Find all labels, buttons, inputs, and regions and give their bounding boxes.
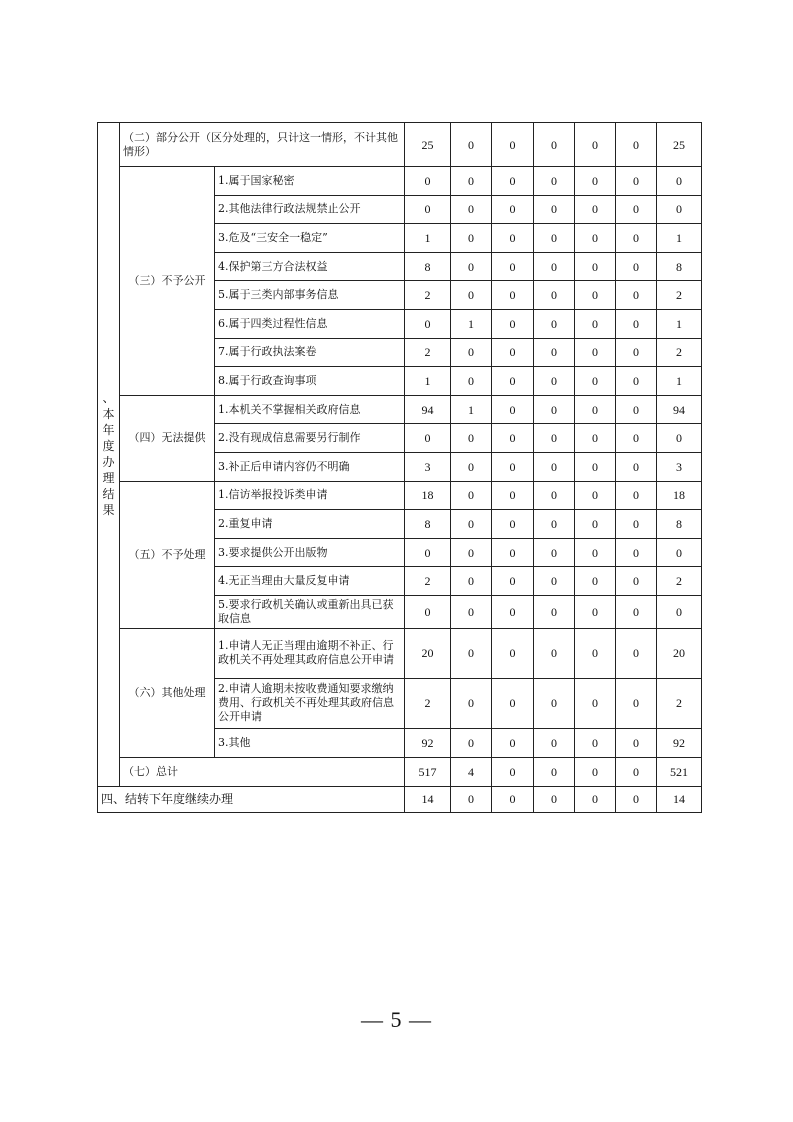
value-cell: 0 bbox=[451, 281, 492, 310]
value-cell: 0 bbox=[492, 728, 534, 757]
value-cell: 0 bbox=[575, 167, 616, 196]
value-cell: 0 bbox=[616, 123, 657, 167]
category-label: （二）部分公开（区分处理的，只计这一情形，不计其他情形） bbox=[120, 123, 405, 167]
value-cell: 0 bbox=[575, 452, 616, 481]
value-cell: 0 bbox=[451, 195, 492, 224]
item-label: 2.申请人逾期未按收费通知要求缴纳费用、行政机关不再处理其政府信息公开申请 bbox=[215, 678, 405, 728]
value-cell: 25 bbox=[657, 123, 702, 167]
value-cell: 0 bbox=[451, 452, 492, 481]
section-label-cell bbox=[98, 123, 120, 787]
value-cell: 2 bbox=[405, 567, 451, 596]
value-cell: 0 bbox=[451, 728, 492, 757]
value-cell: 0 bbox=[616, 452, 657, 481]
item-label: 8.属于行政查询事项 bbox=[215, 367, 405, 396]
value-cell: 0 bbox=[534, 395, 575, 424]
value-cell: 0 bbox=[575, 538, 616, 567]
value-cell: 517 bbox=[405, 757, 451, 786]
value-cell: 0 bbox=[534, 195, 575, 224]
value-cell: 0 bbox=[492, 757, 534, 786]
value-cell: 0 bbox=[616, 224, 657, 253]
value-cell: 2 bbox=[657, 281, 702, 310]
value-cell: 0 bbox=[534, 224, 575, 253]
value-cell: 0 bbox=[451, 123, 492, 167]
item-label: 1.属于国家秘密 bbox=[215, 167, 405, 196]
value-cell: 20 bbox=[405, 628, 451, 678]
item-label: 3.补正后申请内容仍不明确 bbox=[215, 452, 405, 481]
value-cell: 0 bbox=[616, 167, 657, 196]
value-cell: 0 bbox=[575, 481, 616, 510]
value-cell: 8 bbox=[657, 252, 702, 281]
item-label: 2.没有现成信息需要另行制作 bbox=[215, 424, 405, 453]
value-cell: 94 bbox=[405, 395, 451, 424]
value-cell: 92 bbox=[405, 728, 451, 757]
value-cell: 4 bbox=[451, 757, 492, 786]
disclosure-results-table bbox=[97, 122, 702, 813]
value-cell: 0 bbox=[451, 424, 492, 453]
item-label: 1.本机关不掌握相关政府信息 bbox=[215, 395, 405, 424]
value-cell: 0 bbox=[616, 786, 657, 812]
value-cell: 0 bbox=[534, 167, 575, 196]
value-cell: 0 bbox=[451, 595, 492, 628]
value-cell: 0 bbox=[534, 281, 575, 310]
value-cell: 0 bbox=[492, 123, 534, 167]
value-cell: 0 bbox=[534, 628, 575, 678]
value-cell: 0 bbox=[534, 678, 575, 728]
value-cell: 0 bbox=[492, 481, 534, 510]
value-cell: 18 bbox=[657, 481, 702, 510]
value-cell: 25 bbox=[405, 123, 451, 167]
value-cell: 0 bbox=[451, 678, 492, 728]
value-cell: 3 bbox=[405, 452, 451, 481]
value-cell: 0 bbox=[575, 757, 616, 786]
value-cell: 0 bbox=[616, 728, 657, 757]
value-cell: 0 bbox=[616, 628, 657, 678]
value-cell: 0 bbox=[616, 309, 657, 338]
table-row bbox=[98, 167, 702, 196]
value-cell: 1 bbox=[405, 367, 451, 396]
value-cell: 20 bbox=[657, 628, 702, 678]
value-cell: 2 bbox=[657, 338, 702, 367]
table-row bbox=[98, 628, 702, 678]
value-cell: 1 bbox=[657, 367, 702, 396]
value-cell: 0 bbox=[534, 367, 575, 396]
value-cell: 0 bbox=[575, 338, 616, 367]
table-row bbox=[98, 395, 702, 424]
value-cell: 0 bbox=[616, 367, 657, 396]
category-label: （三）不予公开 bbox=[120, 167, 215, 396]
value-cell: 0 bbox=[657, 167, 702, 196]
value-cell: 1 bbox=[451, 309, 492, 338]
value-cell: 0 bbox=[616, 195, 657, 224]
value-cell: 0 bbox=[451, 252, 492, 281]
value-cell: 0 bbox=[657, 424, 702, 453]
value-cell: 0 bbox=[492, 367, 534, 396]
item-label: 5.要求行政机关确认或重新出具已获取信息 bbox=[215, 595, 405, 628]
page-number: — 5 — bbox=[361, 1007, 432, 1032]
section-label: 、本年度办理结果 bbox=[102, 391, 115, 518]
value-cell: 92 bbox=[657, 728, 702, 757]
value-cell: 0 bbox=[575, 309, 616, 338]
value-cell: 14 bbox=[405, 786, 451, 812]
value-cell: 0 bbox=[575, 367, 616, 396]
value-cell: 0 bbox=[575, 728, 616, 757]
value-cell: 2 bbox=[657, 567, 702, 596]
value-cell: 0 bbox=[405, 167, 451, 196]
value-cell: 0 bbox=[616, 252, 657, 281]
value-cell: 0 bbox=[657, 195, 702, 224]
value-cell: 0 bbox=[405, 424, 451, 453]
value-cell: 0 bbox=[534, 728, 575, 757]
carryover-label: 四、结转下年度继续办理 bbox=[98, 786, 405, 812]
value-cell: 521 bbox=[657, 757, 702, 786]
value-cell: 0 bbox=[405, 309, 451, 338]
value-cell: 0 bbox=[451, 538, 492, 567]
value-cell: 0 bbox=[492, 338, 534, 367]
category-label: （四）无法提供 bbox=[120, 395, 215, 481]
item-label: 4.保护第三方合法权益 bbox=[215, 252, 405, 281]
value-cell: 2 bbox=[657, 678, 702, 728]
value-cell: 0 bbox=[575, 281, 616, 310]
value-cell: 0 bbox=[492, 628, 534, 678]
value-cell: 0 bbox=[451, 367, 492, 396]
value-cell: 0 bbox=[492, 595, 534, 628]
value-cell: 0 bbox=[534, 567, 575, 596]
value-cell: 0 bbox=[534, 309, 575, 338]
value-cell: 0 bbox=[575, 628, 616, 678]
item-label: 3.其他 bbox=[215, 728, 405, 757]
value-cell: 0 bbox=[451, 567, 492, 596]
value-cell: 0 bbox=[492, 167, 534, 196]
value-cell: 0 bbox=[534, 424, 575, 453]
value-cell: 0 bbox=[451, 786, 492, 812]
value-cell: 18 bbox=[405, 481, 451, 510]
item-label: 2.重复申请 bbox=[215, 510, 405, 539]
value-cell: 0 bbox=[534, 786, 575, 812]
value-cell: 0 bbox=[534, 757, 575, 786]
value-cell: 0 bbox=[616, 281, 657, 310]
total-label: （七）总计 bbox=[120, 757, 405, 786]
value-cell: 0 bbox=[657, 595, 702, 628]
value-cell: 0 bbox=[451, 481, 492, 510]
value-cell: 0 bbox=[451, 338, 492, 367]
item-label: 7.属于行政执法案卷 bbox=[215, 338, 405, 367]
value-cell: 0 bbox=[616, 424, 657, 453]
value-cell: 14 bbox=[657, 786, 702, 812]
value-cell: 0 bbox=[575, 195, 616, 224]
table-body bbox=[98, 123, 702, 813]
value-cell: 0 bbox=[492, 281, 534, 310]
value-cell: 0 bbox=[405, 595, 451, 628]
value-cell: 0 bbox=[534, 252, 575, 281]
value-cell: 0 bbox=[492, 538, 534, 567]
value-cell: 0 bbox=[575, 224, 616, 253]
value-cell: 0 bbox=[534, 452, 575, 481]
item-label: 1.信访举报投诉类申请 bbox=[215, 481, 405, 510]
value-cell: 0 bbox=[616, 510, 657, 539]
value-cell: 1 bbox=[657, 309, 702, 338]
value-cell: 2 bbox=[405, 678, 451, 728]
value-cell: 0 bbox=[575, 395, 616, 424]
value-cell: 0 bbox=[492, 567, 534, 596]
table-row bbox=[98, 123, 702, 167]
value-cell: 0 bbox=[616, 538, 657, 567]
value-cell: 0 bbox=[534, 595, 575, 628]
value-cell: 0 bbox=[616, 567, 657, 596]
item-label: 3.危及“三安全一稳定” bbox=[215, 224, 405, 253]
value-cell: 1 bbox=[657, 224, 702, 253]
item-label: 3.要求提供公开出版物 bbox=[215, 538, 405, 567]
item-label: 4.无正当理由大量反复申请 bbox=[215, 567, 405, 596]
value-cell: 0 bbox=[575, 678, 616, 728]
value-cell: 2 bbox=[405, 281, 451, 310]
value-cell: 0 bbox=[405, 195, 451, 224]
value-cell: 0 bbox=[534, 481, 575, 510]
value-cell: 0 bbox=[492, 224, 534, 253]
value-cell: 0 bbox=[616, 481, 657, 510]
value-cell: 0 bbox=[451, 628, 492, 678]
item-label: 2.其他法律行政法规禁止公开 bbox=[215, 195, 405, 224]
category-label: （五）不予处理 bbox=[120, 481, 215, 628]
carryover-row bbox=[98, 786, 702, 812]
value-cell: 3 bbox=[657, 452, 702, 481]
value-cell: 0 bbox=[451, 510, 492, 539]
value-cell: 0 bbox=[492, 424, 534, 453]
value-cell: 0 bbox=[534, 123, 575, 167]
item-label: 6.属于四类过程性信息 bbox=[215, 309, 405, 338]
value-cell: 8 bbox=[405, 252, 451, 281]
value-cell: 0 bbox=[492, 786, 534, 812]
item-label: 5.属于三类内部事务信息 bbox=[215, 281, 405, 310]
value-cell: 94 bbox=[657, 395, 702, 424]
value-cell: 0 bbox=[405, 538, 451, 567]
value-cell: 0 bbox=[492, 309, 534, 338]
value-cell: 0 bbox=[492, 452, 534, 481]
value-cell: 0 bbox=[534, 538, 575, 567]
value-cell: 2 bbox=[405, 338, 451, 367]
value-cell: 0 bbox=[492, 395, 534, 424]
value-cell: 0 bbox=[575, 786, 616, 812]
value-cell: 0 bbox=[616, 595, 657, 628]
value-cell: 0 bbox=[575, 252, 616, 281]
value-cell: 0 bbox=[492, 195, 534, 224]
table-row bbox=[98, 481, 702, 510]
value-cell: 1 bbox=[405, 224, 451, 253]
value-cell: 0 bbox=[451, 224, 492, 253]
value-cell: 0 bbox=[575, 567, 616, 596]
value-cell: 0 bbox=[616, 678, 657, 728]
total-row bbox=[98, 757, 702, 786]
value-cell: 8 bbox=[405, 510, 451, 539]
category-label: （六）其他处理 bbox=[120, 628, 215, 757]
value-cell: 0 bbox=[492, 510, 534, 539]
value-cell: 0 bbox=[451, 167, 492, 196]
value-cell: 0 bbox=[575, 510, 616, 539]
value-cell: 1 bbox=[451, 395, 492, 424]
value-cell: 0 bbox=[492, 678, 534, 728]
value-cell: 0 bbox=[534, 510, 575, 539]
value-cell: 0 bbox=[575, 123, 616, 167]
value-cell: 0 bbox=[534, 338, 575, 367]
value-cell: 0 bbox=[575, 424, 616, 453]
value-cell: 0 bbox=[616, 757, 657, 786]
value-cell: 0 bbox=[616, 338, 657, 367]
value-cell: 0 bbox=[492, 252, 534, 281]
value-cell: 0 bbox=[616, 395, 657, 424]
value-cell: 0 bbox=[575, 595, 616, 628]
item-label: 1.申请人无正当理由逾期不补正、行政机关不再处理其政府信息公开申请 bbox=[215, 628, 405, 678]
value-cell: 0 bbox=[657, 538, 702, 567]
value-cell: 8 bbox=[657, 510, 702, 539]
